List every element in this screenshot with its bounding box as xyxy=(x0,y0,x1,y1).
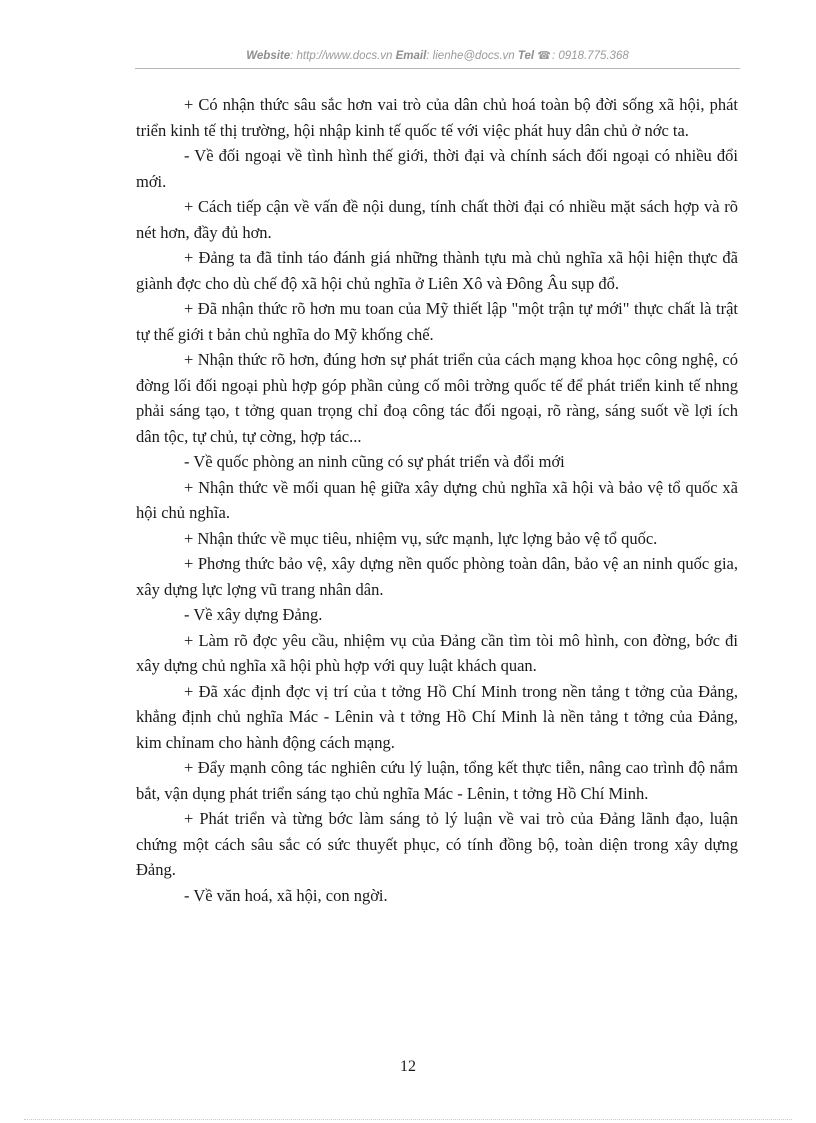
paragraph: + Nhận thức về mối quan hệ giữa xây dựng chủ nghĩa xã hội và bảo vệ tổ quốc xã hội chủ nghĩa. xyxy=(136,477,738,522)
paragraph: + Phơng thức bảo vệ, xây dựng nền quốc phòng toàn dân, bảo vệ an ninh quốc gia, xây dựng lực lợng vũ trang nhân dân. xyxy=(136,554,738,599)
page-header xyxy=(135,46,740,69)
paragraph: - Về văn hoá, xã hội, con ngời. xyxy=(184,885,388,905)
paragraph: + Phát triển và từng bớc làm sáng tỏ lý luận về vai trò của Đảng lãnh đạo, luận chứng một cách sâu sắc có sức thuyết phục, có tính đồng bộ, toàn diện trong xây dựng Đảng. xyxy=(136,809,738,879)
paragraph: + Cách tiếp cận về vấn đề nội dung, tính chất thời đại có nhiều mặt sách hợp và rõ nét hơn, đầy đủ hơn. xyxy=(136,197,738,242)
phone-icon: ☎ xyxy=(537,50,551,62)
paragraph: + Nhận thức về mục tiêu, nhiệm vụ, sức mạnh, lực lợng bảo vệ tổ quốc. xyxy=(184,528,658,548)
paragraph: + Đã xác định đợc vị trí của t tởng Hồ Chí Minh trong nền tảng t tởng của Đảng, khẳng định chủ nghĩa Mác - Lênin và t tởng Hồ Chí Minh là nền tảng t tởng của Đảng, kim chỉnam cho hành động cách mạng. xyxy=(136,681,738,752)
paragraph: + Đảng ta đã tỉnh táo đánh giá những thành tựu mà chủ nghĩa xã hội hiện thực đã giành đợc cho dù chế độ xã hội chủ nghĩa ở Liên Xô và Đông Âu sụp đổ. xyxy=(136,248,738,293)
document-body xyxy=(136,92,738,908)
paragraph: - Về xây dựng Đảng. xyxy=(184,605,323,624)
bottom-divider xyxy=(24,1119,792,1120)
paragraph: - Về đối ngoại về tình hình thế giới, thời đại và chính sách đối ngoại có nhiều đổi mới. xyxy=(136,146,738,191)
website-value: : http://www.docs.vn xyxy=(290,50,393,62)
website-label: Website xyxy=(246,50,291,62)
paragraph: + Có nhận thức sâu sắc hơn vai trò của dân chủ hoá toàn bộ đời sống xã hội, phát triển kinh tế thị trường, hội nhập kinh tế quốc tế với việc phát huy dân chủ ở nớc ta. xyxy=(136,95,738,140)
page-number: 12 xyxy=(400,1058,416,1075)
paragraph: + Đã nhận thức rõ hơn mu toan của Mỹ thiết lập "một trận tự mới" thực chất là trật tự thế giới t bản chủ nghĩa do Mỹ khống chế. xyxy=(136,299,738,344)
paragraph: - Về quốc phòng an ninh cũng có sự phát triển và đổi mới xyxy=(184,452,565,471)
tel-value: : 0918.775.368 xyxy=(552,50,629,62)
tel-label: Tel xyxy=(517,50,535,62)
paragraph: + Nhận thức rõ hơn, đúng hơn sự phát triển của cách mạng khoa học công nghệ, có đờng lối đối ngoại phù hợp góp phần củng cố môi trờng quốc tế để phát triển kinh tế nhng phải sáng tạo, t tởng quan trọng chỉ đoạ công tác đối ngoại, rõ ràng, sáng suốt về lợi ích dân tộc, tự chủ, tự cờng, hợp tác... xyxy=(136,350,738,446)
email-label: Email xyxy=(395,50,427,62)
email-value: : lienhe@docs.vn xyxy=(426,50,515,62)
paragraph: + Đẩy mạnh công tác nghiên cứu lý luận, tổng kết thực tiễn, nâng cao trình độ nắm bắt, vận dụng phát triển sáng tạo chủ nghĩa Mác - Lênin, t tởng Hồ Chí Minh. xyxy=(136,758,738,803)
paragraph: + Làm rõ đợc yêu cầu, nhiệm vụ của Đảng cần tìm tòi mô hình, con đờng, bớc đi xây dựng chủ nghĩa xã hội phù hợp với quy luật khách quan. xyxy=(136,630,738,675)
